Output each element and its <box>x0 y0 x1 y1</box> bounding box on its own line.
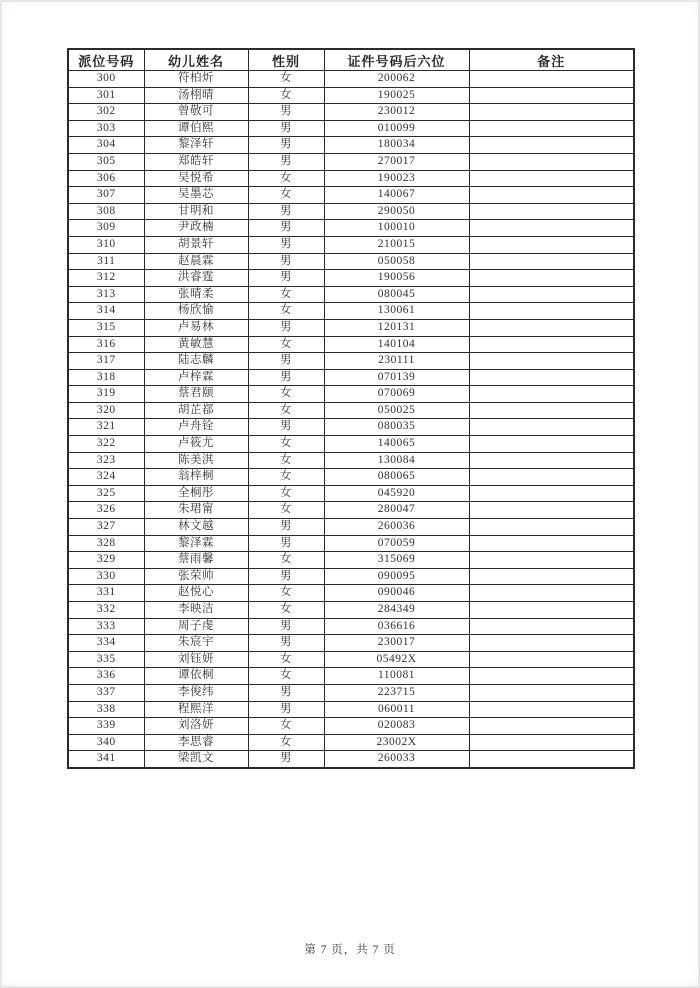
cell-id-last-six: 080045 <box>324 286 469 303</box>
cell-child-name: 黄敏慧 <box>144 336 248 353</box>
cell-child-name: 林文越 <box>144 519 248 536</box>
cell-id-last-six: 070059 <box>324 535 469 552</box>
cell-allocation-number: 306 <box>68 170 144 187</box>
cell-id-last-six: 140104 <box>324 336 469 353</box>
cell-allocation-number: 301 <box>68 87 144 104</box>
table-row <box>68 452 634 469</box>
cell-remarks <box>469 120 634 137</box>
cell-gender: 女 <box>248 552 324 569</box>
cell-child-name: 吴悦希 <box>144 170 248 187</box>
cell-allocation-number: 303 <box>68 120 144 137</box>
cell-id-last-six: 060011 <box>324 701 469 718</box>
table-row <box>68 535 634 552</box>
cell-allocation-number: 310 <box>68 236 144 253</box>
column-header-allocation-number: 派位号码 <box>68 49 144 71</box>
cell-remarks <box>469 635 634 652</box>
cell-allocation-number: 331 <box>68 585 144 602</box>
cell-allocation-number: 300 <box>68 71 144 88</box>
cell-child-name: 卢舟铨 <box>144 419 248 436</box>
cell-allocation-number: 313 <box>68 286 144 303</box>
cell-gender: 女 <box>248 386 324 403</box>
table-row <box>68 552 634 569</box>
cell-allocation-number: 309 <box>68 220 144 237</box>
cell-allocation-number: 312 <box>68 270 144 287</box>
cell-gender: 女 <box>248 71 324 88</box>
cell-child-name: 甘明和 <box>144 203 248 220</box>
table-header <box>68 49 634 71</box>
cell-remarks <box>469 369 634 386</box>
cell-child-name: 周子虔 <box>144 618 248 635</box>
cell-id-last-six: 140067 <box>324 187 469 204</box>
cell-id-last-six: 190023 <box>324 170 469 187</box>
cell-remarks <box>469 651 634 668</box>
cell-child-name: 胡景轩 <box>144 236 248 253</box>
cell-gender: 女 <box>248 336 324 353</box>
cell-allocation-number: 317 <box>68 353 144 370</box>
cell-remarks <box>469 402 634 419</box>
cell-gender: 女 <box>248 303 324 320</box>
cell-gender: 男 <box>248 203 324 220</box>
cell-remarks <box>469 469 634 486</box>
cell-gender: 女 <box>248 718 324 735</box>
cell-id-last-six: 315069 <box>324 552 469 569</box>
cell-child-name: 刘钰妍 <box>144 651 248 668</box>
cell-id-last-six: 270017 <box>324 153 469 170</box>
cell-gender: 男 <box>248 319 324 336</box>
cell-remarks <box>469 353 634 370</box>
cell-gender: 女 <box>248 602 324 619</box>
cell-remarks <box>469 502 634 519</box>
cell-child-name: 蔡君颐 <box>144 386 248 403</box>
cell-child-name: 郑皓轩 <box>144 153 248 170</box>
cell-remarks <box>469 203 634 220</box>
cell-remarks <box>469 253 634 270</box>
cell-id-last-six: 200062 <box>324 71 469 88</box>
table-row <box>68 187 634 204</box>
cell-allocation-number: 323 <box>68 452 144 469</box>
cell-gender: 女 <box>248 668 324 685</box>
cell-gender: 男 <box>248 270 324 287</box>
cell-allocation-number: 316 <box>68 336 144 353</box>
cell-gender: 女 <box>248 734 324 751</box>
cell-allocation-number: 327 <box>68 519 144 536</box>
cell-remarks <box>469 336 634 353</box>
cell-gender: 男 <box>248 535 324 552</box>
cell-id-last-six: 23002X <box>324 734 469 751</box>
cell-id-last-six: 260036 <box>324 519 469 536</box>
cell-allocation-number: 330 <box>68 568 144 585</box>
table-row <box>68 286 634 303</box>
table-row <box>68 170 634 187</box>
cell-allocation-number: 307 <box>68 187 144 204</box>
cell-gender: 女 <box>248 286 324 303</box>
cell-allocation-number: 311 <box>68 253 144 270</box>
column-header-gender: 性别 <box>248 49 324 71</box>
cell-gender: 男 <box>248 751 324 768</box>
page-number-indicator: 第 7 页，共 7 页 <box>304 944 396 956</box>
cell-id-last-six: 290050 <box>324 203 469 220</box>
table-row <box>68 386 634 403</box>
cell-child-name: 杨欣愉 <box>144 303 248 320</box>
cell-gender: 男 <box>248 104 324 121</box>
cell-id-last-six: 130061 <box>324 303 469 320</box>
cell-child-name: 朱宸宇 <box>144 635 248 652</box>
cell-id-last-six: 100010 <box>324 220 469 237</box>
cell-allocation-number: 308 <box>68 203 144 220</box>
cell-child-name: 梁凯文 <box>144 751 248 768</box>
cell-child-name: 蔡雨馨 <box>144 552 248 569</box>
cell-id-last-six: 260033 <box>324 751 469 768</box>
cell-gender: 女 <box>248 452 324 469</box>
cell-child-name: 卢梓霖 <box>144 369 248 386</box>
cell-child-name: 卢筱尤 <box>144 436 248 453</box>
cell-gender: 女 <box>248 585 324 602</box>
cell-remarks <box>469 585 634 602</box>
cell-child-name: 刘洛妍 <box>144 718 248 735</box>
cell-allocation-number: 332 <box>68 602 144 619</box>
table-row <box>68 734 634 751</box>
cell-id-last-six: 050058 <box>324 253 469 270</box>
cell-remarks <box>469 104 634 121</box>
table-row <box>68 751 634 768</box>
table-row <box>68 651 634 668</box>
cell-gender: 男 <box>248 568 324 585</box>
cell-gender: 男 <box>248 236 324 253</box>
cell-child-name: 李思睿 <box>144 734 248 751</box>
cell-id-last-six: 230012 <box>324 104 469 121</box>
cell-remarks <box>469 286 634 303</box>
cell-id-last-six: 036616 <box>324 618 469 635</box>
table-row <box>68 253 634 270</box>
cell-remarks <box>469 552 634 569</box>
cell-remarks <box>469 684 634 701</box>
cell-gender: 女 <box>248 402 324 419</box>
cell-child-name: 谭依桐 <box>144 668 248 685</box>
cell-remarks <box>469 718 634 735</box>
allocation-roster-table <box>67 48 635 769</box>
cell-id-last-six: 050025 <box>324 402 469 419</box>
cell-child-name: 朱珺甯 <box>144 502 248 519</box>
cell-child-name: 汤栩晴 <box>144 87 248 104</box>
cell-remarks <box>469 170 634 187</box>
cell-child-name: 卢易林 <box>144 319 248 336</box>
table-row <box>68 602 634 619</box>
table-row <box>68 485 634 502</box>
cell-allocation-number: 340 <box>68 734 144 751</box>
table-row <box>68 419 634 436</box>
cell-id-last-six: 180034 <box>324 137 469 154</box>
cell-remarks <box>469 153 634 170</box>
table-row <box>68 153 634 170</box>
cell-remarks <box>469 602 634 619</box>
cell-gender: 男 <box>248 701 324 718</box>
cell-id-last-six: 223715 <box>324 684 469 701</box>
cell-gender: 女 <box>248 485 324 502</box>
cell-remarks <box>469 452 634 469</box>
cell-id-last-six: 120131 <box>324 319 469 336</box>
cell-allocation-number: 329 <box>68 552 144 569</box>
cell-allocation-number: 335 <box>68 651 144 668</box>
cell-remarks <box>469 220 634 237</box>
table-body <box>68 71 634 768</box>
cell-id-last-six: 05492X <box>324 651 469 668</box>
cell-remarks <box>469 485 634 502</box>
table-row <box>68 585 634 602</box>
cell-id-last-six: 070069 <box>324 386 469 403</box>
table-header-row <box>68 49 634 71</box>
cell-gender: 男 <box>248 353 324 370</box>
cell-gender: 女 <box>248 502 324 519</box>
cell-remarks <box>469 71 634 88</box>
cell-allocation-number: 326 <box>68 502 144 519</box>
cell-id-last-six: 140065 <box>324 436 469 453</box>
cell-child-name: 程熙洋 <box>144 701 248 718</box>
cell-remarks <box>469 618 634 635</box>
table-row <box>68 369 634 386</box>
cell-remarks <box>469 734 634 751</box>
cell-id-last-six: 280047 <box>324 502 469 519</box>
table-row <box>68 137 634 154</box>
cell-remarks <box>469 270 634 287</box>
cell-remarks <box>469 137 634 154</box>
cell-remarks <box>469 303 634 320</box>
cell-id-last-six: 070139 <box>324 369 469 386</box>
table-row <box>68 502 634 519</box>
cell-id-last-six: 090046 <box>324 585 469 602</box>
cell-remarks <box>469 419 634 436</box>
cell-allocation-number: 314 <box>68 303 144 320</box>
table-row <box>68 718 634 735</box>
table-row <box>68 618 634 635</box>
cell-remarks <box>469 436 634 453</box>
cell-allocation-number: 333 <box>68 618 144 635</box>
cell-remarks <box>469 87 634 104</box>
cell-child-name: 谭伯熙 <box>144 120 248 137</box>
cell-child-name: 赵晨霖 <box>144 253 248 270</box>
cell-child-name: 尹政楠 <box>144 220 248 237</box>
cell-allocation-number: 318 <box>68 369 144 386</box>
table-row <box>68 236 634 253</box>
cell-child-name: 全桐彤 <box>144 485 248 502</box>
table-row <box>68 568 634 585</box>
cell-allocation-number: 338 <box>68 701 144 718</box>
cell-id-last-six: 045920 <box>324 485 469 502</box>
table-row <box>68 353 634 370</box>
cell-remarks <box>469 701 634 718</box>
cell-remarks <box>469 535 634 552</box>
cell-allocation-number: 328 <box>68 535 144 552</box>
cell-remarks <box>469 568 634 585</box>
cell-id-last-six: 210015 <box>324 236 469 253</box>
cell-gender: 男 <box>248 120 324 137</box>
cell-allocation-number: 334 <box>68 635 144 652</box>
cell-child-name: 黎泽轩 <box>144 137 248 154</box>
table-row <box>68 104 634 121</box>
cell-gender: 男 <box>248 137 324 154</box>
cell-id-last-six: 090095 <box>324 568 469 585</box>
cell-gender: 女 <box>248 87 324 104</box>
table-row <box>68 336 634 353</box>
cell-child-name: 胡芷鄀 <box>144 402 248 419</box>
cell-child-name: 翁梓桐 <box>144 469 248 486</box>
cell-id-last-six: 230111 <box>324 353 469 370</box>
table-row <box>68 635 634 652</box>
cell-allocation-number: 341 <box>68 751 144 768</box>
cell-id-last-six: 110081 <box>324 668 469 685</box>
table-row <box>68 270 634 287</box>
cell-gender: 男 <box>248 253 324 270</box>
cell-id-last-six: 010099 <box>324 120 469 137</box>
table-row <box>68 87 634 104</box>
cell-id-last-six: 130084 <box>324 452 469 469</box>
cell-allocation-number: 339 <box>68 718 144 735</box>
cell-child-name: 符柏炘 <box>144 71 248 88</box>
cell-gender: 女 <box>248 436 324 453</box>
table-row <box>68 203 634 220</box>
table-row <box>68 120 634 137</box>
table-row <box>68 519 634 536</box>
cell-gender: 男 <box>248 153 324 170</box>
cell-allocation-number: 336 <box>68 668 144 685</box>
cell-remarks <box>469 751 634 768</box>
cell-child-name: 张荣帅 <box>144 568 248 585</box>
cell-child-name: 吴墨芯 <box>144 187 248 204</box>
cell-child-name: 陆志麟 <box>144 353 248 370</box>
table-row <box>68 701 634 718</box>
cell-allocation-number: 322 <box>68 436 144 453</box>
cell-child-name: 曾敬可 <box>144 104 248 121</box>
cell-gender: 女 <box>248 469 324 486</box>
table-row <box>68 668 634 685</box>
cell-remarks <box>469 319 634 336</box>
cell-id-last-six: 080065 <box>324 469 469 486</box>
table-row <box>68 436 634 453</box>
cell-gender: 男 <box>248 618 324 635</box>
cell-id-last-six: 284349 <box>324 602 469 619</box>
cell-gender: 男 <box>248 519 324 536</box>
cell-allocation-number: 324 <box>68 469 144 486</box>
cell-allocation-number: 302 <box>68 104 144 121</box>
cell-child-name: 赵悦心 <box>144 585 248 602</box>
cell-gender: 男 <box>248 635 324 652</box>
cell-allocation-number: 321 <box>68 419 144 436</box>
cell-gender: 男 <box>248 369 324 386</box>
table-row <box>68 469 634 486</box>
cell-gender: 女 <box>248 170 324 187</box>
cell-remarks <box>469 236 634 253</box>
table-row <box>68 402 634 419</box>
cell-child-name: 张晴柔 <box>144 286 248 303</box>
cell-remarks <box>469 386 634 403</box>
cell-id-last-six: 080035 <box>324 419 469 436</box>
cell-id-last-six: 190056 <box>324 270 469 287</box>
cell-gender: 男 <box>248 419 324 436</box>
cell-remarks <box>469 519 634 536</box>
table-row <box>68 319 634 336</box>
cell-gender: 男 <box>248 684 324 701</box>
column-header-child-name: 幼儿姓名 <box>144 49 248 71</box>
table-row <box>68 303 634 320</box>
table-row <box>68 71 634 88</box>
cell-allocation-number: 319 <box>68 386 144 403</box>
cell-allocation-number: 325 <box>68 485 144 502</box>
cell-allocation-number: 304 <box>68 137 144 154</box>
column-header-id-last-six: 证件号码后六位 <box>324 49 469 71</box>
table-row <box>68 684 634 701</box>
cell-id-last-six: 230017 <box>324 635 469 652</box>
cell-id-last-six: 190025 <box>324 87 469 104</box>
cell-remarks <box>469 668 634 685</box>
cell-child-name: 黎泽霖 <box>144 535 248 552</box>
cell-child-name: 洪睿霆 <box>144 270 248 287</box>
cell-remarks <box>469 187 634 204</box>
cell-allocation-number: 305 <box>68 153 144 170</box>
cell-allocation-number: 320 <box>68 402 144 419</box>
cell-id-last-six: 020083 <box>324 718 469 735</box>
cell-gender: 男 <box>248 220 324 237</box>
table-row <box>68 220 634 237</box>
cell-child-name: 李俊纬 <box>144 684 248 701</box>
cell-child-name: 陈美淇 <box>144 452 248 469</box>
cell-gender: 女 <box>248 651 324 668</box>
cell-gender: 女 <box>248 187 324 204</box>
cell-allocation-number: 315 <box>68 319 144 336</box>
column-header-remarks: 备注 <box>469 49 634 71</box>
cell-child-name: 李映洁 <box>144 602 248 619</box>
cell-allocation-number: 337 <box>68 684 144 701</box>
